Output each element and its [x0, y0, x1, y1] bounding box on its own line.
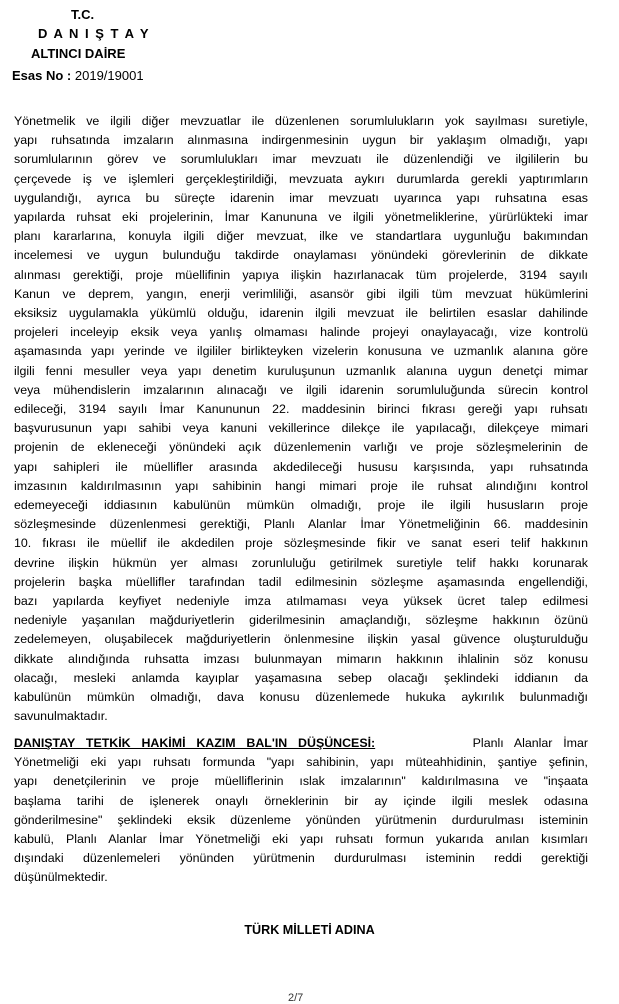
opinion-lines	[14, 753, 588, 887]
text-line: gönderilmesine" şeklindeki eksik düzenleme yönünden yürütmenin durdurulması isteminin	[14, 812, 588, 827]
text-line: sözleşmesinde düzenlenmesi gerektiği, Planlı Alanlar İmar Yönetmeliğinin 66. maddesinin	[14, 517, 588, 532]
text-line: veya mühendislerin imzalarının alınacağı ve ilgili idarenin sorumluluğunda sürecin kontrol	[14, 382, 588, 397]
closing-heading: TÜRK MİLLETİ ADINA	[244, 923, 375, 937]
header-tc: T.C.	[71, 7, 95, 22]
text-line: planı kararlarına, konuyla ilgili diğer mevzuat, ilke ve standartlara uygunluğu bakımından	[14, 229, 588, 244]
text-line: Yönetmelik ve ilgili diğer mevzuatlar ile düzenlenen sorumlulukların yok sayılması suretiyle,	[14, 114, 588, 128]
text-line: yapı denetçilerinin ve proje müelliflerinin ıslak imzalarının" kaldırılmasına ve "inşaata	[14, 774, 588, 789]
text-line: başvurusunun yapı sahibi veya kanuni vekillerince dilekçe ile yapılacağı, dilekçeye mimari	[14, 421, 588, 436]
text-line: eksiksiz uygulamakla yükümlü olduğu, idarenin ilgili mevzuat ile belirtilen esaslar dahilinde	[14, 306, 588, 321]
defense-paragraph	[14, 112, 588, 727]
text-line: yapı ruhsatında imzaların alınmasına indirgenmesinin uygun bir yaklaşım olmadığı, yapı	[14, 133, 588, 148]
page-number: 2/7	[288, 992, 304, 1004]
text-line: olacağı, mesleki anlamda kayıplar yaşamasına sebep olacağı şeklindeki iddianın da	[14, 670, 588, 685]
text-line: alınması gerektiği, proje müellifinin yapıya ilişkin hazırlanacak tüm projelerde, 3194 sayılı	[14, 267, 588, 282]
text-line: ilgili fenni mesuller veya yapı denetim kuruluşunun uzmanlık alanına uygun denetçi mimar	[14, 363, 588, 378]
text-line: dikkate alındığında ruhsatta imzası bulunmayan mimarın hakkının ihlalinin söz konusu	[14, 651, 588, 666]
text-line: kabulünün mümkün olmadığı, dava konusu düzenlemede hukuka aykırılık bulunmadığı	[14, 690, 588, 705]
header-case-number	[12, 68, 144, 84]
case-number-value: 2019/19001	[74, 68, 144, 83]
text-line: zedelemeyen, oluşabilecek mağduriyetlerin önlenmesine ilişkin yasal güvence oluşturulduğu	[14, 632, 588, 647]
text-line: projelerin başka müellifler tarafından tadil edilmesinin sözleşme aşamasında engellendiği,	[14, 574, 588, 589]
text-line: aşamasında yapı yerinde ve ilgililer birlikteyken vizelerin konusuna ve uzmanlık alanına göre	[14, 344, 588, 359]
opinion-first-line-rest: Planlı Alanlar İmar	[472, 736, 589, 750]
text-line: çerçevede iş ve işlemleri gerçekleştirildiği, mevzuata aykırı durumlarda gerekli yaptırımların	[14, 171, 588, 186]
text-line: incelemesi ve uygun bulunduğu takdirde onaylaması yönündeki görevlerinin de dikkate	[14, 248, 588, 263]
text-line: devrine ilişkin hükmün yer alması zorunluluğu getirilmek suretiyle telif hakkı korunarak	[14, 555, 588, 570]
text-line: düşünülmektedir.	[14, 870, 108, 885]
text-line: projenin de ekleneceği yönündeki açık düzenlemenin varlığı ve proje sözleşmelerinin de	[14, 440, 588, 455]
text-line: savunulmaktadır.	[14, 709, 108, 724]
text-line: edileceği, 3194 sayılı İmar Kanununun 22. maddesinin birinci fıkrası gereği yapı ruhsatı	[14, 402, 588, 417]
text-line: sorumlularının görev ve sorumlulukları imar mevzuatı ile düzenlendiği ve ilgililerin bu	[14, 152, 588, 167]
text-line: 10. fıkrası ile müellif ile akdedilen proje sözleşmesinde fikir ve sanat eseri telif hakkının	[14, 536, 588, 551]
header-chamber: ALTINCI DAİRE	[31, 46, 126, 61]
text-line: nedeniyle yaşanılan mağduriyetlerin giderilmesinin amaçlandığı, sözleşme hakkının özünü	[14, 613, 588, 628]
opinion-first-line	[14, 734, 588, 753]
header-court: D A N I Ş T A Y	[38, 26, 151, 41]
opinion-heading: DANIŞTAY TETKİK HAKİMİ KAZIM BAL'IN DÜŞÜNCESİ:	[14, 736, 376, 750]
text-line: dışındaki düzenlemeleri yönünden yürütmenin durdurulması isteminin reddi gerektiği	[14, 851, 588, 866]
text-line: imzasının kaldırılmasının yapı sahibinin hangi mimari proje ile ruhsat alındığını kontrol	[14, 478, 588, 493]
text-line: yapılarda ruhsat eki projelerinin, İmar Kanununa ve ilgili yönetmeliklerine, yürürlükteki imar	[14, 210, 588, 225]
text-line: bazı yapılarda keyfiyet nedeniyle imza atılmaması veya yüksek ücret talep edilmesi	[14, 594, 588, 609]
text-line: Yönetmeliği eki yapı ruhsatı formunda "yapı sahibinin, yapı müteahhidinin, şantiye şefinin,	[14, 755, 588, 770]
text-line: uygulandığı, ayrıca bu süreçte idarenin imar mevzuatı uyarınca yapı ruhsatına esas	[14, 190, 588, 205]
text-line: yapı sahipleri ile müellifler arasında akdedileceği hususu karşısında, yapı ruhsatında	[14, 459, 588, 474]
text-line: projeleri inceleyip eksik veya yanlış olmaması halinde projeyi onaylayacağı, vize kontrolü	[14, 325, 588, 340]
text-line: kabulü, Planlı Alanlar İmar Yönetmeliği eki yapı ruhsatı formun yukarıda anılan kısımları	[14, 832, 588, 847]
text-line: edemeyeceği iddiasının kabulünün mümkün olmadığı, proje ile ilgili hususların proje	[14, 498, 588, 513]
text-line: Kanun ve deprem, yangın, enerji verimliliği, asansör gibi ilgili tüm mevzuat hükümlerini	[14, 286, 588, 301]
text-line: başlama tarihi de işlenerek onaylı örneklerinin bir ay içinde ilgili meslek odasına	[14, 793, 588, 808]
case-number-label: Esas No :	[12, 68, 72, 83]
opinion-paragraph	[14, 734, 588, 888]
